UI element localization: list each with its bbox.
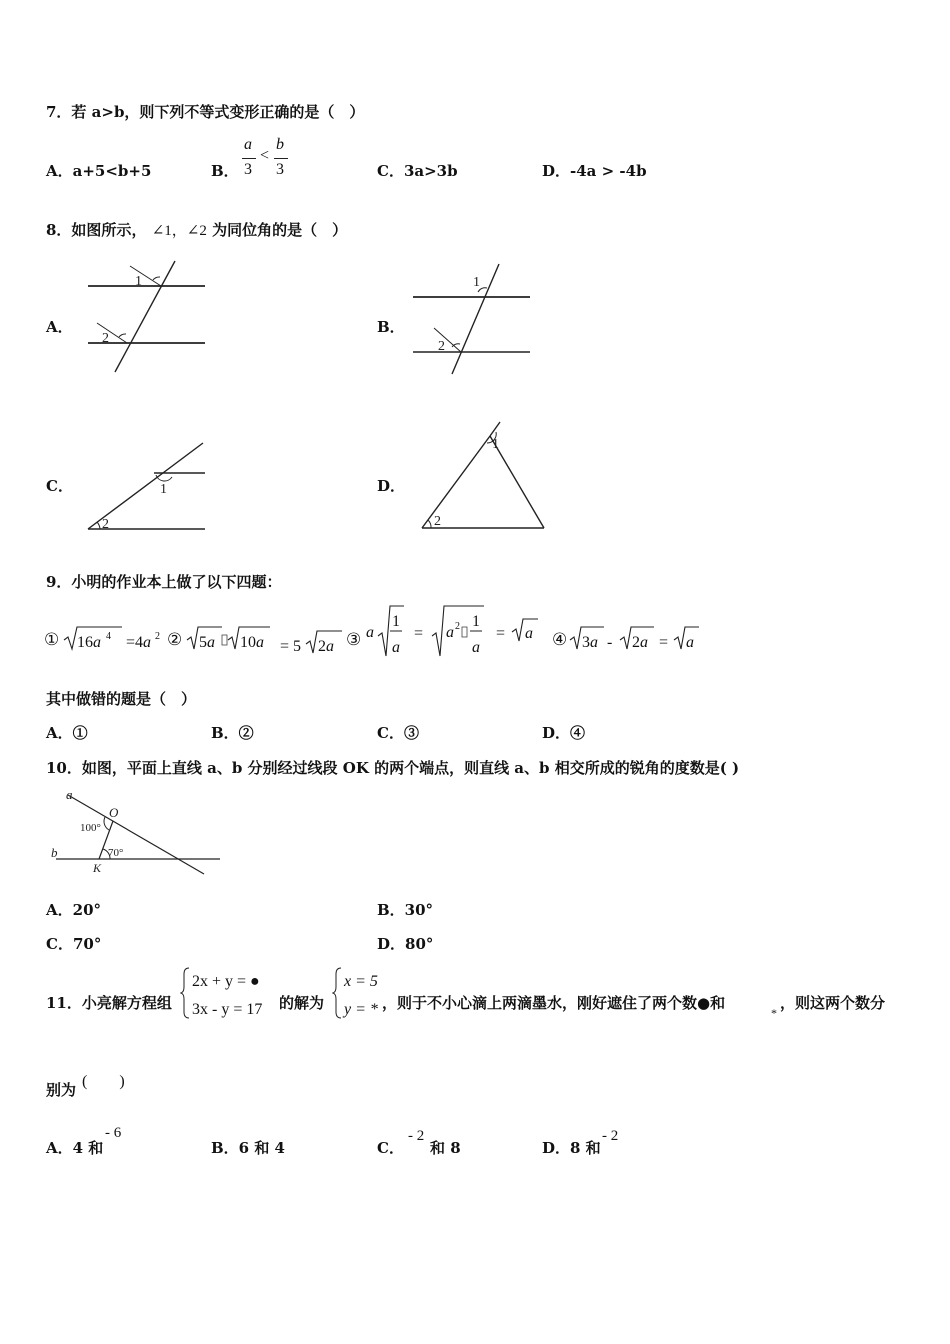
q11-sol2: y = * <box>344 1001 378 1018</box>
svg-text:= 5: = 5 <box>280 638 302 655</box>
q7-b-den2: 3 <box>276 161 284 178</box>
q9-stem: 9．小明的作业本上做了以下四题： <box>46 573 282 591</box>
q7-b-bar2 <box>274 158 288 159</box>
q8-a-angle2: 2 <box>102 331 109 346</box>
q9-option-d: D．④ <box>542 724 586 742</box>
svg-text:=: = <box>414 625 424 642</box>
q8-c-angle1: 1 <box>160 482 167 497</box>
svg-text:a: a <box>366 624 374 641</box>
q8-label-c: C． <box>46 477 73 495</box>
q9-mark-2: ② <box>167 630 183 649</box>
q10-option-d: D．80° <box>377 935 434 953</box>
q11-option-d-sup: - 2 <box>602 1128 619 1144</box>
q8-figure-a <box>80 255 215 380</box>
q11-mid: 的解为 <box>279 994 325 1012</box>
q10-option-b: B．30° <box>377 901 434 919</box>
svg-text:=: = <box>496 625 506 642</box>
q8-figure-b <box>405 258 540 378</box>
q7-option-b-fraction <box>240 134 300 184</box>
q10-fig-o: O <box>109 805 119 820</box>
q8-label-d: D． <box>377 477 406 495</box>
q7-stem: 7．若 a>b，则下列不等式变形正确的是（ ） <box>46 103 365 121</box>
q11-star: * <box>771 1006 777 1020</box>
q9-equations <box>44 600 724 660</box>
svg-text:16a: 16a <box>77 634 101 651</box>
q11-option-a-sup: - 6 <box>105 1125 122 1141</box>
q8-d-angle1: 1 <box>492 437 499 452</box>
q11-stem-pre: 11．小亮解方程组 <box>46 994 172 1012</box>
svg-text:a: a <box>686 634 694 651</box>
svg-text:a: a <box>446 624 454 641</box>
q11-sol1: x = 5 <box>344 973 378 990</box>
q8-stem-tail: 为同位角的是（ ） <box>212 221 348 239</box>
q11-stem-end: ，则这两个数分 <box>780 994 886 1012</box>
svg-text:3a: 3a <box>582 634 598 651</box>
q11-eq1: 2x + y = ● <box>192 973 260 990</box>
q7-b-num2: b <box>276 136 284 153</box>
q8-angles: ∠1，∠2 <box>151 223 207 239</box>
q11-option-c-sup: - 2 <box>408 1128 425 1144</box>
svg-text:1: 1 <box>472 613 480 630</box>
q10-option-c: C．70° <box>46 935 102 953</box>
svg-text:=: = <box>659 634 669 651</box>
q8-d-angle2: 2 <box>434 514 441 529</box>
svg-text:2a: 2a <box>632 634 648 651</box>
q8-label-b: B． <box>377 318 405 336</box>
q10-fig-k: K <box>93 861 102 875</box>
svg-text:4: 4 <box>106 631 111 642</box>
q8-figure-c <box>80 435 215 540</box>
svg-text:a: a <box>392 639 400 656</box>
q11-option-c-post: 和 8 <box>430 1139 461 1157</box>
q8-stem <box>46 220 347 241</box>
svg-text:10a: 10a <box>240 634 264 651</box>
q9-follow: 其中做错的题是（ ） <box>46 690 197 708</box>
q9-option-b: B．② <box>211 724 254 742</box>
q7-option-d: D．-4a > -4b <box>542 162 647 180</box>
svg-text:5a: 5a <box>199 634 215 651</box>
svg-text:=4a: =4a <box>126 634 152 651</box>
q8-b-angle1: 1 <box>473 275 480 290</box>
q9-option-a: A．① <box>46 724 88 742</box>
svg-text:2: 2 <box>455 621 460 632</box>
q9-mark-1: ① <box>44 630 60 649</box>
svg-text:a: a <box>525 625 533 642</box>
q8-stem-head: 8．如图所示， <box>46 221 147 239</box>
svg-text:a: a <box>472 639 480 656</box>
q8-a-angle1: 1 <box>135 274 142 289</box>
q11-option-a: A．4 和 <box>46 1139 104 1157</box>
q11-paren: ( ) <box>82 1073 125 1090</box>
q7-b-bar1 <box>242 158 256 159</box>
q11-option-d: D．8 和 <box>542 1139 601 1157</box>
q10-stem: 10．如图，平面上直线 a、b 分别经过线段 OK 的两个端点，则直线 a、b 相交所成的锐角的度数是( ) <box>46 759 740 777</box>
svg-text:-: - <box>607 634 613 651</box>
q7-option-b-label: B． <box>211 162 239 180</box>
q10-fig-70: 70° <box>108 847 124 859</box>
q11-stem-post: ，则于不小心滴上两滴墨水，刚好遮住了两个数●和 <box>382 994 726 1012</box>
q10-fig-a: a <box>66 787 73 802</box>
q11-system <box>180 965 280 1021</box>
q7-b-num1: a <box>244 136 252 153</box>
q8-c-angle2: 2 <box>102 517 109 532</box>
q8-figure-d <box>410 418 555 538</box>
q9-mark-4: ④ <box>552 630 568 649</box>
q10-figure <box>48 786 228 881</box>
q11-option-c: C． <box>377 1139 404 1157</box>
q8-label-a: A． <box>46 318 73 336</box>
q10-fig-b: b <box>51 845 58 860</box>
svg-text:1: 1 <box>392 613 400 630</box>
q9-mark-3: ③ <box>346 630 362 649</box>
q9-option-c: C．③ <box>377 724 419 742</box>
q7-option-c: C．3a>3b <box>377 162 458 180</box>
svg-text:2a: 2a <box>318 638 334 655</box>
q7-option-a: A．a+5<b+5 <box>46 162 152 180</box>
q10-option-a: A．20° <box>46 901 102 919</box>
q11-line2: 别为 <box>46 1081 77 1099</box>
q11-option-b: B．6 和 4 <box>211 1139 285 1157</box>
q11-eq2: 3x - y = 17 <box>192 1001 263 1018</box>
q7-b-den1: 3 <box>244 161 252 178</box>
q8-b-angle2: 2 <box>438 339 445 354</box>
svg-text:2: 2 <box>155 631 160 642</box>
q7-b-op: < <box>260 147 270 164</box>
q10-fig-100: 100° <box>80 822 101 834</box>
